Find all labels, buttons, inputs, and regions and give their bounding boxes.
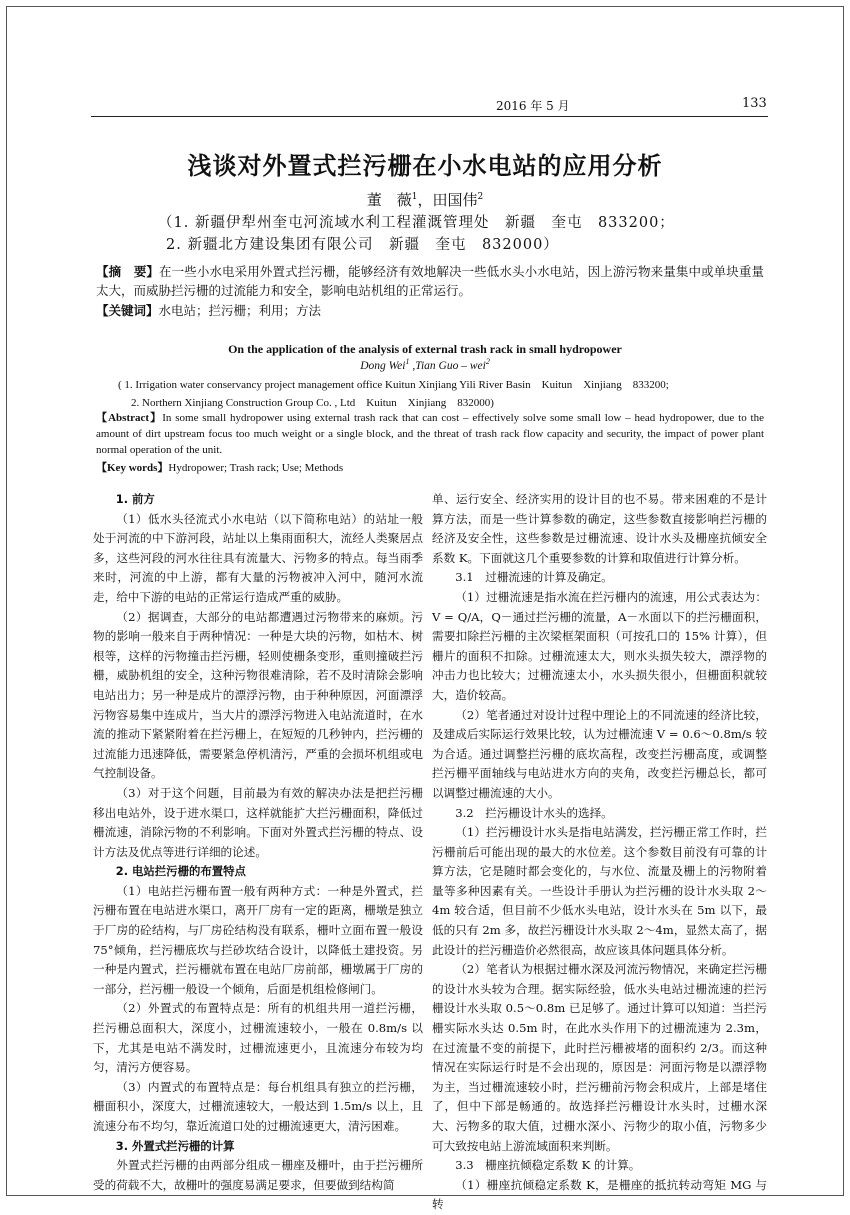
affiliation-1: （1. 新疆伊犁州奎屯河流域水利工程灌溉管理处 新疆 奎屯 833200； [158, 215, 675, 231]
article-title: 浅谈对外置式拦污栅在小水电站的应用分析 [187, 152, 663, 180]
left-column-paragraph: 3. 外置式拦污栅的计算 [115, 1138, 235, 1153]
right-column-paragraph: 3.1 过栅流速的计算及确定。 [455, 570, 613, 585]
author-2-sup: 2 [477, 192, 484, 202]
right-column-paragraph: 3.2 拦污栅设计水头的选择。 [455, 805, 613, 820]
english-author-1: Dong Wei [360, 359, 406, 372]
english-abstract-label: 【Abstract】 [96, 412, 163, 424]
left-column [93, 490, 423, 1195]
right-column-paragraph: （1）过栅流速是指水流在拦污栅内的流速，用公式表达为：V = Q/A，Q－通过拦污栅的流量，A－水面以下的拦污栅面积，需要扣除拦污栅的主次梁框架面积（可按孔口的 15% 计算），但栅片的面积不扣除。过栅流速太大，则水头损失较大，漂浮物的冲击力也比较大；过栅流速太小，水头损失很小，但栅面积就较大，造价较高。 [432, 589, 767, 702]
right-column-paragraph: （2）笔者认为根据过栅水深及河流污物情况，来确定拦污栅的设计水头较为合理。据实际经验，低水头电站过栅流速的拦污栅设计水头取 0.5～0.8m 已足够了。通过计算可以知道：当拦污栅实际水头达 0.5m 时，在此水头作用下的过栅流速为 2.3m，在过流量不变的前提下，此时拦污栅被堵的面积约 2/3。而这种情况在实际运行时是不会出现的，原因是：河面污物是以漂浮物为主，当过栅流速较小时，拦污栅前污物会积成片，上部是堵住了，但中下部是畅通的。故选择拦污栅设计水头时，过栅水深大、污物多的取大值，过栅水深小、污物少的取小值，污物多少可大致按电站上游流域面积来判断。 [432, 962, 767, 1153]
english-abstract-text: In some small hydropower using external trash rack that can cost – effectively solve some small low – head hydropower, due to the amount of dirt upstream focus too much weight or a single block, and the threat of trash rack flow capacity and security, the impact of power plant normal operation of the unit. [96, 412, 764, 456]
left-column-paragraph: （2）外置式的布置特点是：所有的机组共用一道拦污栅，拦污栅总面积大，深度小，过栅流速较小，一般在 0.8m/s 以下，尤其是电站不满发时，过栅流速更小，且流速分布较为均匀，清污方便容易。 [93, 1001, 423, 1075]
english-author-2: ,Tian Guo – wei [409, 359, 486, 372]
left-column-paragraph: 外置式拦污栅的由两部分组成－栅座及栅叶，由于拦污栅所受的荷载不大，故栅叶的强度易满足要求，但要做到结构简 [93, 1158, 423, 1192]
left-column-paragraph: （1）电站拦污栅布置一般有两种方式：一种是外置式，拦污栅布置在电站进水渠口，离开厂房有一定的距离，栅墩是独立于厂房的砼结构，与厂房砼结构没有联系，栅叶立面布置一般设75°倾角，拦污栅底坎与拦砂坎结合设计，以降低土建投资。另一种是内置式，拦污栅就布置在电站厂房前部，栅墩属于厂房的一部分，拦污栅一般设一个倾角，后面是机组检修闸门。 [93, 883, 423, 996]
author-1-sup: 1 [411, 192, 418, 202]
left-column-paragraph: （1）低水头径流式小水电站（以下简称电站）的站址一般处于河流的中下游河段，站址以上集雨面积大，流经人类聚居点多，这些河段的河水往往具有流量大、污物多的特点。每当雨季来时，河流的中上游，都有大量的污物被冲入河中，随河水流走，给中下游的电站的正常运行造成严重的威胁。 [93, 511, 423, 604]
abstract-cn-label: 【摘 要】 [96, 264, 160, 279]
english-affiliation-1: ( 1. Irrigation water conservancy project management office Kuitun Xinjiang Yili River Basin Kuitun Xinjiang 833200; [118, 379, 669, 391]
author-2: 田国伟 [432, 191, 478, 209]
issue-date: 2016 年 5 月 [496, 99, 570, 113]
affiliation-2: 2. 新疆北方建设集团有限公司 新疆 奎屯 832000） [166, 237, 559, 253]
abstract-cn [96, 262, 764, 300]
english-keywords [96, 460, 764, 476]
right-column-paragraph: （2）笔者通过对设计过程中理论上的不同流速的经济比较，及建成后实际运行效果比较，认为过栅流速 V = 0.6～0.8m/s 较为合适。通过调整拦污栅的底坎高程，改变拦污栅高度，或调整拦污栅平面轴线与电站进水方向的夹角，改变拦污栅总长，都可以调整过栅流速的大小。 [432, 707, 767, 800]
english-abstract [96, 410, 764, 458]
author-1: 董 薇 [366, 191, 412, 209]
right-column [432, 490, 767, 1215]
keywords-cn-label: 【关键词】 [96, 303, 159, 318]
left-column-paragraph: 2. 电站拦污栅的布置特点 [115, 864, 246, 879]
english-affiliation-2: 2. Northern Xinjiang Construction Group Co. , Ltd Kuitun Xinjiang 832000) [131, 397, 494, 409]
author-sep: ， [417, 191, 433, 209]
left-column-paragraph: （2）据调查，大部分的电站都遭遇过污物带来的麻烦。污物的影响一般来自于两种情况：一种是大块的污物，如枯木、树根等，这样的污物撞击拦污栅，轻则使栅条变形，重则撞破拦污栅，威胁机组的安全，这种污物很难清除，若不及时清除会影响电站出力；另一种是成片的漂浮污物，由于种种原因，河面漂浮污物容易集中连成片，当大片的漂浮污物进入电站流道时，在水流的推动下紧紧附着在拦污栅上，在短短的几秒钟内，拦污栅的过流能力迅速降低，需要紧急停机清污，严重的会损坏机组或电气控制设备。 [93, 609, 423, 781]
english-title: On the application of the analysis of external trash rack in small hydropower [228, 342, 622, 356]
english-authors [0, 357, 850, 372]
left-column-paragraph: （3）对于这个问题，目前最为有效的解决办法是把拦污栅移出电站外，设于进水渠口，这样就能扩大拦污栅面积，降低过栅流速，消除污物的不利影响。下面对外置式拦污栅的特点、设计方法及优点等进行详细的论述。 [93, 785, 423, 859]
english-author-1-sup: 1 [405, 357, 410, 366]
left-column-paragraph: （3）内置式的布置特点是：每台机组具有独立的拦污栅，栅面积小，深度大，过栅流速较大，一般达到 1.5m/s 以上，且流速分布不均匀，靠近流道口处的过栅流速更大，清污困难。 [93, 1079, 423, 1133]
keywords-cn-text: 水电站；拦污栅；利用；方法 [158, 303, 322, 318]
right-column-paragraph: （1）拦污栅设计水头是指电站满发，拦污栅正常工作时，拦污栅前后可能出现的最大的水位差。这个参数目前没有可靠的计算方法，它是随时都会变化的，与水位、流量及栅上的污物附着量等多种因素有关。一些设计手册认为拦污栅的设计水头取 2～4m 较合适，但目前不少低水头电站，设计水头在 5m 以下，最低的只有 2m 多，故拦污栅设计水头取 2～4m，显然太高了，据此设计的拦污栅造价必然很高，故应该具体问题具体分析。 [432, 825, 767, 957]
right-column-paragraph: （1）栅座抗倾稳定系数 K，是栅座的抵抗转动弯矩 MG 与转 [432, 1177, 767, 1212]
keywords-cn [96, 301, 764, 320]
abstract-cn-text: 在一些小水电采用外置式拦污栅，能够经济有效地解决一些低水头小水电站，因上游污物来量集中或单块重量太大，而威胁拦污栅的过流能力和安全，影响电站机组的正常运行。 [96, 264, 764, 298]
right-column-paragraph: 3.3 栅座抗倾稳定系数 K 的计算。 [455, 1158, 641, 1173]
english-author-2-sup: 2 [485, 357, 490, 366]
authors [0, 189, 850, 210]
english-keywords-text: Hydropower; Trash rack; Use; Methods [168, 462, 344, 474]
english-keywords-label: 【Key words】 [96, 462, 169, 474]
page-number: 133 [742, 96, 767, 111]
header-rule [91, 116, 768, 117]
left-column-paragraph: 1. 前方 [115, 492, 155, 506]
right-column-paragraph: 单、运行安全、经济实用的设计目的也不易。带来困难的不是计算方法，而是一些计算参数的确定，这些参数直接影响拦污栅的经济及安全性，这些参数是过栅流速、设计水头及栅座抗倾安全系数 K。下面就这几个重要参数的计算和取值进行计算分析。 [432, 492, 767, 565]
